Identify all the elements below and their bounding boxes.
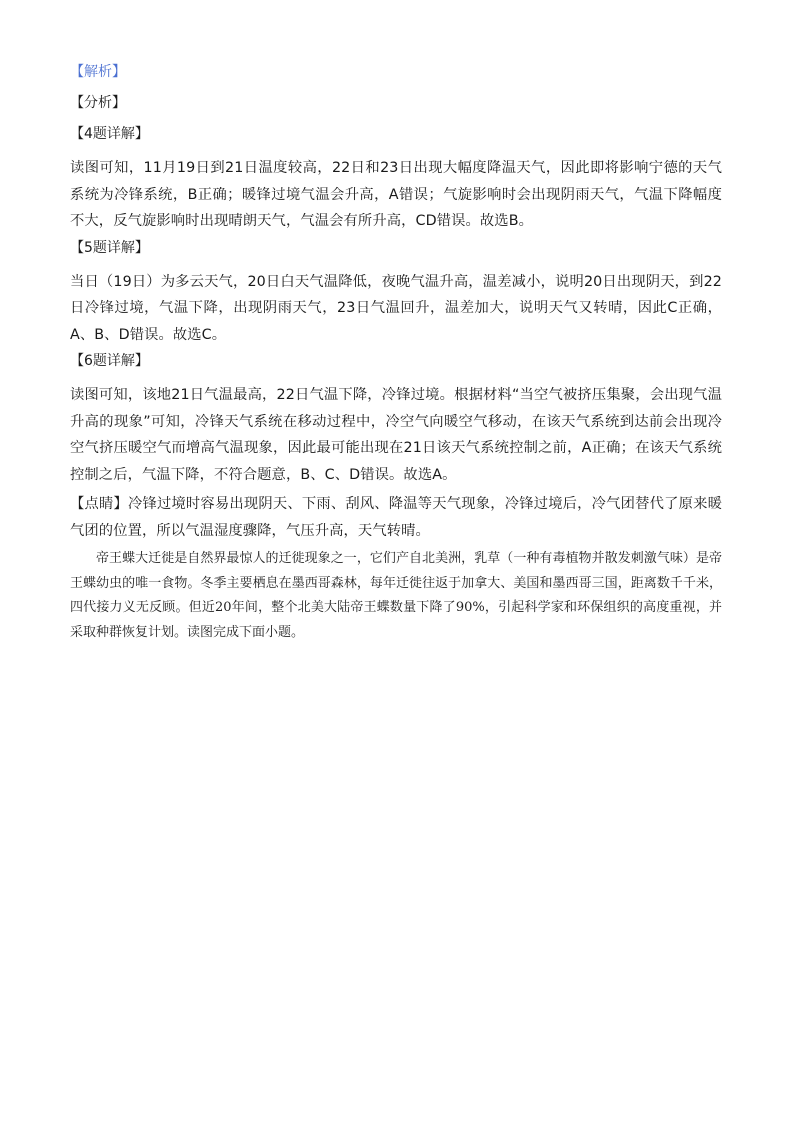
section-tag-q6 bbox=[70, 351, 722, 371]
section-tag-q5 bbox=[70, 238, 722, 258]
tag-text: 【5题详解】 bbox=[70, 239, 149, 256]
dianjing-text: 冷锋过境时容易出现阴天、下雨、刮风、降温等天气现象，冷锋过境后，冷气团替代了原来暖气团的位置，所以气温湿度骤降，气压升高，天气转晴。 bbox=[70, 496, 722, 539]
tag-text: 【解析】 bbox=[70, 64, 126, 80]
section-tag-jiexi bbox=[70, 62, 722, 82]
dianjing-tag: 【点睛】 bbox=[70, 496, 128, 512]
tag-text: 【4题详解】 bbox=[70, 126, 149, 142]
reading-passage: 帝王蝶大迁徙是自然界最惊人的迁徙现象之一，它们产自北美洲，乳草（一种有毒植物并散发刺激气味）是帝王蝶幼虫的唯一食物。冬季主要栖息在墨西哥森林，每年迁徙往返于加拿大、美国和墨西哥三国，距离数千千米，四代接力义无反顾。但近20年间，整个北美大陆帝王蝶数量下降了90%，引起科学家和环保组织的高度重视，并采取种群恢复计划。读图完成下面小题。 bbox=[70, 551, 722, 640]
q6-explanation: 读图可知，该地21日气温最高，22日气温下降，冷锋过境。根据材料“当空气被挤压集聚，会出现气温升高的现象”可知，冷锋天气系统在移动过程中，冷空气向暖空气移动，在该天气系统到达前会出现冷空气挤压暖空气而增高气温现象，因此最可能出现在21日该天气系统控制之前，A正确；在该天气系统控制之后，气温下降，不符合题意，B、C、D错误。故选A。 bbox=[70, 387, 722, 483]
q5-explanation: 当日（19日）为多云天气，20日白天气温降低，夜晚气温升高，温差减小，说明20日出现阴天，到22日冷锋过境，气温下降，出现阴雨天气，23日气温回升，温差加大，说明天气又转晴，因此C正确，A、B、D错误。故选C。 bbox=[70, 273, 722, 343]
dianjing-paragraph bbox=[70, 491, 722, 544]
section-tag-fenxi bbox=[70, 93, 722, 113]
tag-text: 【分析】 bbox=[70, 95, 126, 111]
section-tag-q4 bbox=[70, 124, 722, 144]
document-page bbox=[70, 62, 722, 645]
tag-text: 【6题详解】 bbox=[70, 353, 149, 369]
q4-explanation: 读图可知，11月19日到21日温度较高，22日和23日出现大幅度降温天气，因此即将影响宁德的天气系统为冷锋系统，B正确；暖锋过境气温会升高，A错误；气旋影响时会出现阴雨天气，气温下降幅度不大，反气旋影响时出现晴朗天气，气温会有所升高，CD错误。故选B。 bbox=[70, 160, 722, 229]
